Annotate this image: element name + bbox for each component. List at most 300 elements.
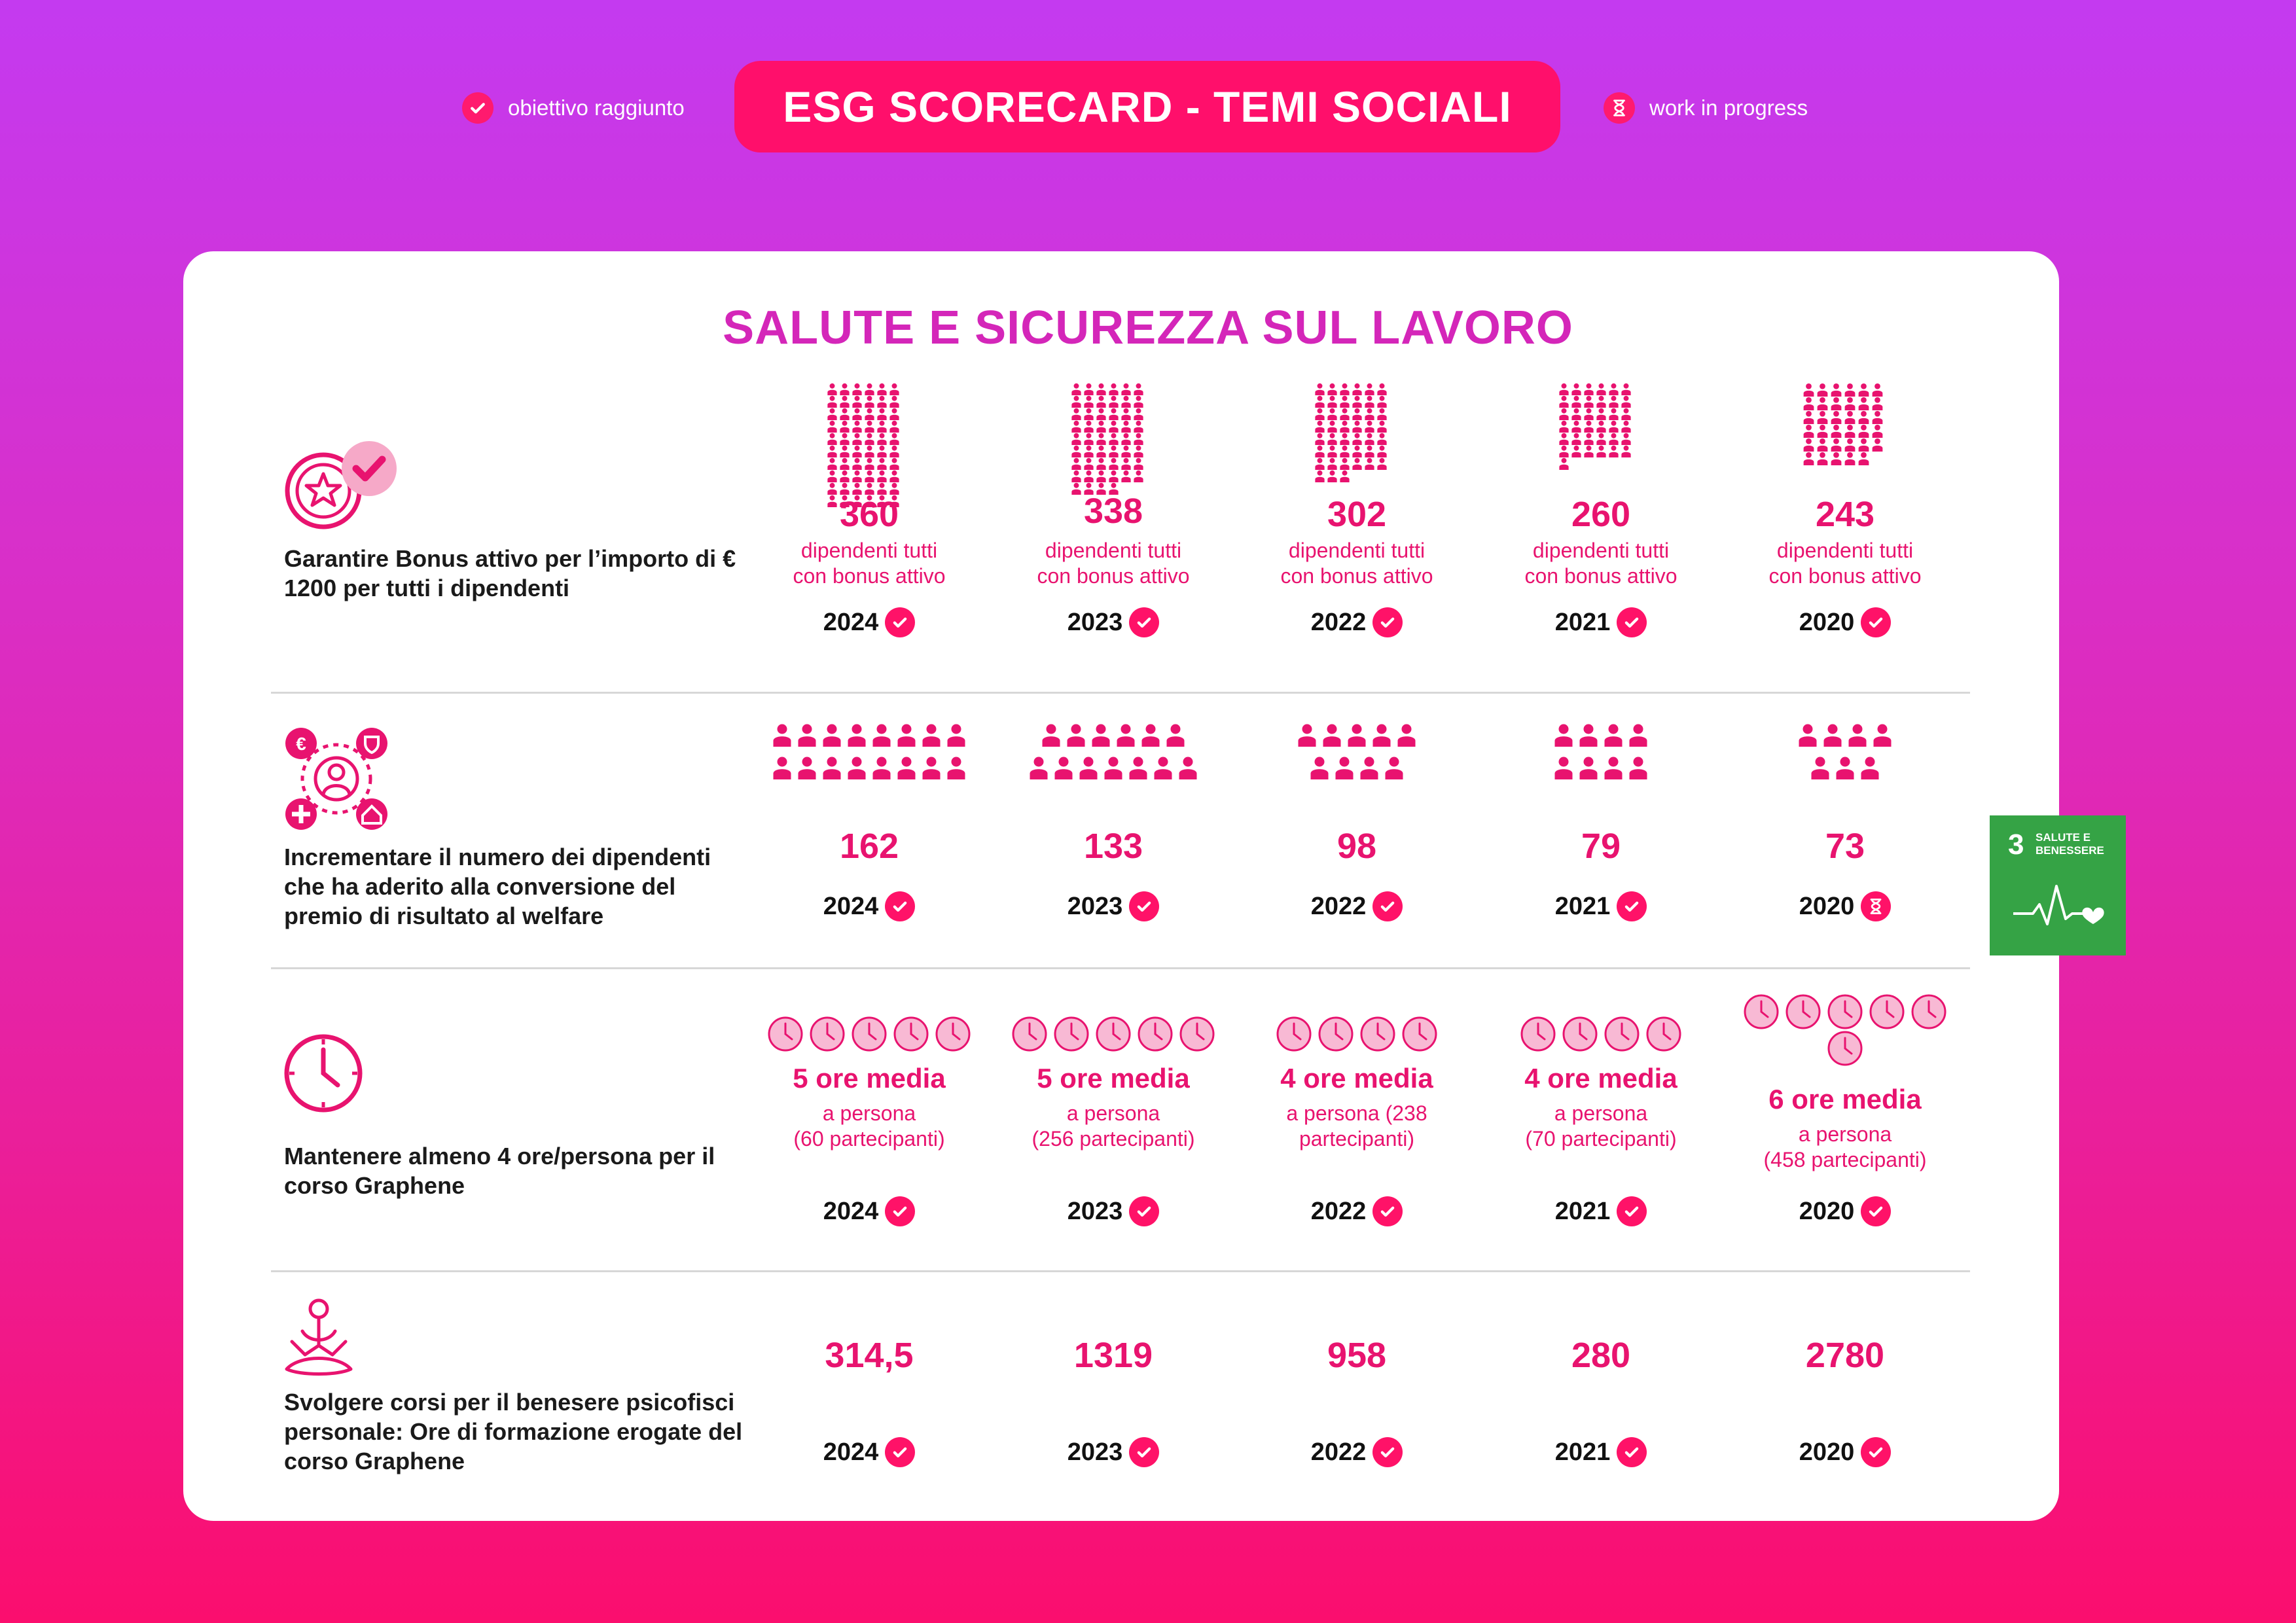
person-icon [1339,433,1350,445]
year-status [1235,891,1479,921]
welfare-network-icon [283,726,390,834]
metric-label [1235,538,1479,563]
person-icon [827,420,838,433]
person-icon [1339,420,1350,433]
person-icon [922,754,941,781]
person-icon [1583,408,1594,420]
metric-value [747,494,991,535]
person-icon [1083,433,1094,445]
person-icon [1352,420,1363,433]
check-icon [1861,1437,1891,1467]
person-icon [1803,397,1815,410]
person-icon [1071,383,1082,395]
person-icon [1071,420,1082,433]
person-icon [827,433,838,445]
clock-small-icon [1359,1016,1396,1052]
check-icon [462,92,493,124]
year-status [1723,1196,1967,1226]
year-status [1723,1437,1967,1467]
check-icon [1129,1196,1159,1226]
metric-value [992,491,1235,531]
person-icon [1608,395,1619,408]
person-icon [1844,383,1856,397]
person-icon [889,470,900,482]
metric-value [1479,494,1723,535]
metric-value [1723,1084,1967,1115]
person-icon [1083,445,1094,457]
legend-done [462,92,685,124]
year-label: 2024 [823,892,879,920]
meditation-icon [283,1297,355,1382]
person-icon [1558,445,1570,457]
person-icon [1376,457,1388,470]
person-icon [1121,470,1132,482]
person-icon [1621,445,1632,457]
metric-value-text: 4 ore media [1524,1063,1677,1094]
person-icon [1314,395,1325,408]
person-icon [1352,457,1363,470]
person-icon [1364,457,1375,470]
person-icon [1571,445,1582,457]
sdg-badge [1990,815,2126,955]
person-icon [1178,754,1198,781]
person-icon [1608,408,1619,420]
person-icon [1604,754,1623,781]
person-icon [1397,721,1416,749]
metric-label [747,1126,991,1152]
person-icon [1871,438,1884,452]
person-icon [1558,433,1570,445]
person-icon [1860,754,1880,781]
person-icon [1096,445,1107,457]
check-icon [1129,607,1159,637]
metric-label [1479,1101,1723,1126]
clock-small-icon [1869,993,1905,1030]
person-icon [839,408,850,420]
person-icon [839,420,850,433]
check-icon [1617,1196,1647,1226]
person-icon [1571,420,1582,433]
year-status [1479,607,1723,637]
person-icon [1108,408,1119,420]
metric-label-line: a persona [822,1101,916,1125]
metric-value [1235,1063,1479,1094]
person-icon [1339,470,1350,482]
person-icon [1604,721,1623,749]
person-icon [1066,721,1086,749]
person-icon [1583,395,1594,408]
person-icon [1621,395,1632,408]
person-icon [1166,721,1185,749]
people-grid [1802,383,1888,465]
row-divider [271,967,1970,969]
person-icon [1596,383,1607,395]
person-icon [1352,445,1363,457]
person-icon [1816,383,1829,397]
person-icon [1816,438,1829,452]
check-icon [1129,891,1159,921]
year-label: 2020 [1799,608,1855,636]
person-icon [889,433,900,445]
clock-icon [283,1033,364,1117]
metric-label [992,538,1235,563]
person-icon [1871,424,1884,438]
person-icon [1816,452,1829,465]
bonus-star-check-icon [283,438,401,540]
clock-small-icon [1785,993,1821,1030]
clock-small-icon [1645,1016,1682,1052]
people-grid [1496,719,1706,784]
person-icon [1096,408,1107,420]
person-icon [897,754,916,781]
clock-small-icon [935,1016,971,1052]
person-icon [946,721,966,749]
person-icon [876,383,888,395]
metric-value-text: 133 [1083,827,1143,866]
person-icon [1571,383,1582,395]
person-icon [1141,721,1160,749]
person-icon [1830,410,1842,424]
person-icon [1133,408,1144,420]
person-icon [1857,424,1870,438]
person-icon [1857,410,1870,424]
person-icon [864,408,875,420]
metric-label-line: a persona [1554,1101,1648,1125]
person-icon [1803,383,1815,397]
people-grid [1070,383,1157,495]
year-status [992,1196,1235,1226]
person-icon [1803,438,1815,452]
person-icon [1376,420,1388,433]
metric-value-text: 360 [839,495,899,534]
metric-label-line: con bonus attivo [793,564,946,588]
year-label: 2022 [1310,1197,1367,1225]
person-icon [1083,470,1094,482]
person-icon [822,754,842,781]
metric-value [1235,826,1479,866]
metric-label [1479,563,1723,589]
person-icon [852,395,863,408]
metric-label-line: (458 partecipanti) [1763,1148,1927,1171]
person-icon [1096,395,1107,408]
metric-label-line: dipendenti tutti [800,539,938,562]
metric-label-line: con bonus attivo [1768,564,1922,588]
person-icon [1816,397,1829,410]
year-status [1235,1437,1479,1467]
person-icon [1339,408,1350,420]
year-label: 2024 [823,1438,879,1466]
person-icon [827,408,838,420]
person-icon [1844,424,1856,438]
person-icon [847,721,867,749]
person-icon [852,383,863,395]
year-label: 2020 [1799,892,1855,920]
person-icon [1108,420,1119,433]
person-icon [1871,383,1884,397]
person-icon [1327,408,1338,420]
person-icon [1803,424,1815,438]
clock-small-icon [893,1016,929,1052]
person-icon [889,482,900,495]
person-icon [839,395,850,408]
person-icon [1628,721,1648,749]
clock-small-icon [1604,1016,1640,1052]
person-icon [1558,420,1570,433]
person-icon [1314,420,1325,433]
person-icon [852,420,863,433]
person-icon [1108,383,1119,395]
person-icon [1830,383,1842,397]
metric-label-line: dipendenti tutti [1288,539,1426,562]
person-icon [864,433,875,445]
person-icon [876,457,888,470]
person-icon [1327,395,1338,408]
person-icon [1376,395,1388,408]
year-status [992,1437,1235,1467]
metric-value [1723,1335,1967,1376]
check-icon [1129,1437,1159,1467]
people-grid [1314,383,1400,482]
clock-small-icon [809,1016,846,1052]
person-icon [1857,452,1870,465]
person-icon [1083,408,1094,420]
person-icon [1844,452,1856,465]
person-icon [1857,438,1870,452]
person-icon [1121,420,1132,433]
person-icon [1835,754,1855,781]
person-icon [1579,754,1598,781]
person-icon [1083,457,1094,470]
goal-text: Mantenere almeno 4 ore/persona per il corso Graphene [284,1143,715,1199]
person-icon [1376,383,1388,395]
person-icon [1816,424,1829,438]
person-icon [876,433,888,445]
metric-value-text: 958 [1327,1336,1387,1375]
metric-value-text: 4 ore media [1280,1063,1433,1094]
person-icon [1364,383,1375,395]
person-icon [1108,457,1119,470]
person-icon [852,457,863,470]
year-status [1479,1437,1723,1467]
people-grid [1558,383,1644,470]
clock-grid [992,1016,1235,1052]
person-icon [1071,457,1082,470]
metric-label-line: (256 partecipanti) [1031,1127,1195,1150]
person-icon [1327,433,1338,445]
person-icon [1327,420,1338,433]
person-icon [827,395,838,408]
svg-text:€: € [296,734,306,754]
year-label: 2020 [1799,1438,1855,1466]
check-icon [885,607,915,637]
year-label: 2023 [1067,892,1123,920]
metric-value [992,1335,1235,1376]
person-icon [1583,445,1594,457]
check-icon [885,1196,915,1226]
person-icon [1083,383,1094,395]
person-icon [1083,395,1094,408]
person-icon [1096,383,1107,395]
metric-label [1479,1126,1723,1152]
person-icon [1364,445,1375,457]
person-icon [1133,457,1144,470]
person-icon [1376,408,1388,420]
metric-label [1479,538,1723,563]
metric-value [1235,1335,1479,1376]
person-icon [1558,395,1570,408]
legend-wip [1604,92,1808,124]
metric-value [992,826,1235,866]
person-icon [1830,452,1842,465]
person-icon [876,470,888,482]
check-icon [1372,1196,1403,1226]
metric-value-text: 314,5 [825,1336,914,1375]
person-icon [864,470,875,482]
person-icon [1554,721,1573,749]
person-icon [864,420,875,433]
person-icon [1153,754,1173,781]
metric-label [992,1101,1235,1126]
person-icon [1314,383,1325,395]
person-icon [1314,433,1325,445]
people-grid [1740,719,1950,784]
person-icon [1314,470,1325,482]
metric-value-text: 280 [1571,1336,1631,1375]
person-icon [827,445,838,457]
metric-value-text: 243 [1815,495,1875,534]
person-icon [1133,395,1144,408]
check-icon [1861,1196,1891,1226]
clock-grid [747,1016,991,1052]
people-grid [764,719,974,784]
clock-small-icon [1827,993,1863,1030]
metric-label [992,563,1235,589]
person-icon [847,754,867,781]
year-label: 2021 [1554,892,1611,920]
person-icon [1364,420,1375,433]
person-icon [1071,408,1082,420]
person-icon [1372,721,1391,749]
person-icon [852,445,863,457]
person-icon [1352,395,1363,408]
person-icon [1071,445,1082,457]
person-icon [1558,383,1570,395]
metric-value-text: 98 [1336,827,1377,866]
person-icon [1108,445,1119,457]
metric-label [1723,1147,1967,1173]
person-icon [1364,408,1375,420]
check-icon [1617,1437,1647,1467]
person-icon [1816,410,1829,424]
person-icon [772,754,792,781]
metric-value-text: 73 [1825,827,1865,866]
person-icon [876,395,888,408]
person-icon [1327,457,1338,470]
person-icon [1571,408,1582,420]
page-title: ESG SCORECARD - TEMI SOCIALI [734,61,1560,152]
person-icon [1128,754,1148,781]
person-icon [822,721,842,749]
year-label: 2023 [1067,1197,1123,1225]
metric-label [1723,563,1967,589]
metric-value [1479,1335,1723,1376]
person-icon [1621,383,1632,395]
person-icon [1096,470,1107,482]
metric-value-text: 260 [1571,495,1631,534]
person-icon [839,433,850,445]
person-icon [1384,754,1404,781]
clock-small-icon [1011,1016,1048,1052]
person-icon [1314,408,1325,420]
clock-small-icon [1910,993,1947,1030]
metric-label-line: con bonus attivo [1524,564,1677,588]
clock-small-icon [1827,1030,1863,1067]
person-icon [1554,754,1573,781]
year-label: 2022 [1310,1438,1367,1466]
person-icon [876,408,888,420]
metric-label-line: (60 partecipanti) [793,1127,945,1150]
person-icon [1596,395,1607,408]
person-icon [1844,438,1856,452]
clock-small-icon [1137,1016,1174,1052]
person-icon [1029,754,1049,781]
person-icon [889,383,900,395]
person-icon [852,470,863,482]
person-icon [1803,410,1815,424]
metric-value-text: 1319 [1073,1336,1153,1375]
person-icon [1079,754,1098,781]
metric-value-text: 6 ore media [1768,1084,1922,1115]
check-icon [885,1437,915,1467]
check-icon [885,891,915,921]
section-title: SALUTE E SICUREZZA SUL LAVORO [723,302,1573,354]
person-icon [1823,721,1842,749]
year-status [747,1196,991,1226]
year-status [1723,607,1967,637]
person-icon [797,721,817,749]
person-icon [876,445,888,457]
metric-label-line: con bonus attivo [1280,564,1433,588]
person-icon [1621,420,1632,433]
person-icon [852,408,863,420]
year-status [1479,1196,1723,1226]
person-icon [1608,420,1619,433]
person-icon [1830,438,1842,452]
person-icon [889,420,900,433]
person-icon [1571,395,1582,408]
person-icon [1314,445,1325,457]
person-icon [1327,383,1338,395]
metric-label-line: (70 partecipanti) [1525,1127,1677,1150]
person-icon [839,457,850,470]
year-label: 2024 [823,1197,879,1225]
clock-small-icon [1179,1016,1215,1052]
metric-label-line: a persona [1066,1101,1160,1125]
person-icon [1096,433,1107,445]
person-icon [1596,408,1607,420]
person-icon [1830,424,1842,438]
person-icon [772,721,792,749]
person-icon [1830,397,1842,410]
person-icon [1583,420,1594,433]
person-icon [1347,721,1367,749]
people-grid [1252,719,1462,784]
person-icon [889,457,900,470]
person-icon [872,754,891,781]
person-icon [839,470,850,482]
person-icon [1339,457,1350,470]
check-icon [1372,1437,1403,1467]
